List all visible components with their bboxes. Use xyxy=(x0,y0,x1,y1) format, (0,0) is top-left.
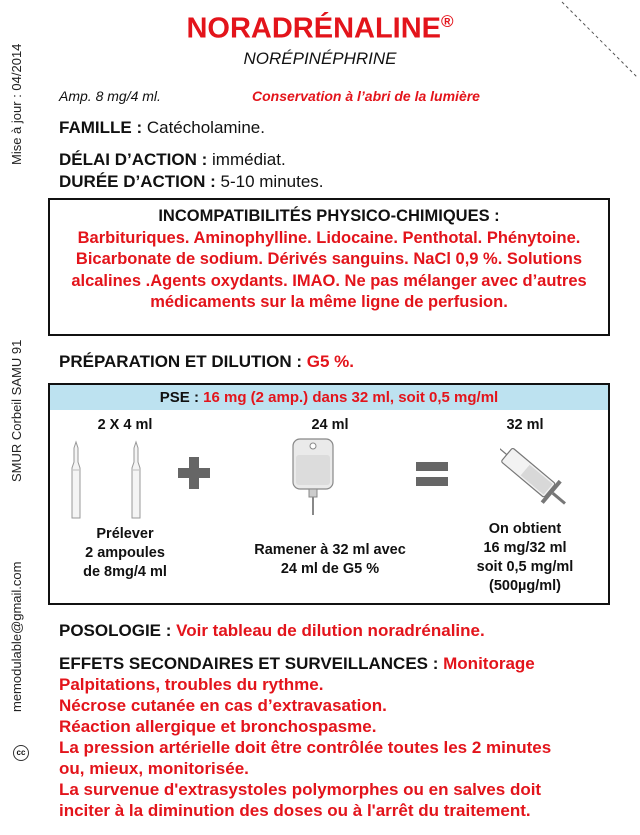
col2-volume: 24 ml xyxy=(311,417,349,433)
update-date: Mise à jour : 04/2014 xyxy=(9,43,24,165)
col3-volume: 32 ml xyxy=(506,417,544,433)
conservation-note: Conservation à l’abri de la lumière xyxy=(252,88,480,104)
effets-header: EFFETS SECONDAIRES ET SURVEILLANCES : Monitorage xyxy=(59,654,535,673)
effets-item: Palpitations, troubles du rythme. xyxy=(59,675,324,694)
effets-item: La pression artérielle doit être contrôlée toutes les 2 minutes xyxy=(59,738,552,757)
sidebar xyxy=(6,0,32,835)
pse-box xyxy=(48,383,610,605)
preparation-line: PRÉPARATION ET DILUTION : G5 %. xyxy=(59,352,355,371)
col1-volume: 2 X 4 ml xyxy=(97,417,153,433)
incompatibilities-box xyxy=(48,198,610,336)
effets-item: inciter à la diminution des doses ou à l'arrêt du traitement. xyxy=(59,801,531,820)
col2-text: Ramener à 32 ml avec 24 ml de G5 % xyxy=(254,542,406,577)
col3-text: On obtient 16 mg/32 ml soit 0,5 mg/ml (500µg/ml) xyxy=(476,521,574,594)
organization: SMUR Corbeil SAMU 91 xyxy=(9,339,24,482)
famille-line: FAMILLE : Catécholamine. xyxy=(59,118,265,137)
effets-section xyxy=(59,653,619,821)
drug-subtitle: NORÉPINÉPHRINE xyxy=(243,49,397,68)
infusion-bag-icon xyxy=(290,437,336,517)
ampoule-dosage: Amp. 8 mg/4 ml. xyxy=(59,88,161,104)
incompat-header: INCOMPATIBILITÉS PHYSICO-CHIMIQUES : xyxy=(158,207,500,225)
effets-item: Nécrose cutanée en cas d’extravasation. xyxy=(59,696,387,715)
duree-line: DURÉE D’ACTION : 5-10 minutes. xyxy=(59,172,324,191)
effets-item: ou, mieux, monitorisée. xyxy=(59,759,249,778)
syringe-icon xyxy=(500,437,570,517)
contact-email[interactable]: memodulable@gmail.com xyxy=(9,561,24,712)
posologie-line: POSOLOGIE : Voir tableau de dilution noradrénaline. xyxy=(59,621,485,640)
equals-icon xyxy=(414,459,450,489)
effets-item: Réaction allergique et bronchospasme. xyxy=(59,717,377,736)
delai-line: DÉLAI D’ACTION : immédiat. xyxy=(59,150,286,169)
drug-title: NORADRÉNALINE® xyxy=(186,12,454,45)
pse-banner: PSE : 16 mg (2 amp.) dans 32 ml, soit 0,5 mg/ml xyxy=(50,385,608,410)
incompat-text: Barbituriques. Aminophylline. Lidocaine. Penthotal. Phénytoine. Bicarbonate de sodium. Dérivés sanguins. NaCl 0,9 %. Solutions alcalines .Agents oxydants. IMAO. Ne pas mélanger avec d’autres médicaments sur la même ligne de perfusion. xyxy=(71,228,587,311)
col1-text: Prélever 2 ampoules de 8mg/4 ml xyxy=(83,526,167,580)
effets-item: La survenue d'extrasystoles polymorphes ou en salves doit xyxy=(59,780,542,799)
ampoules-icon xyxy=(62,440,172,522)
plus-icon xyxy=(176,455,212,491)
creative-commons-icon: cc xyxy=(13,745,29,761)
